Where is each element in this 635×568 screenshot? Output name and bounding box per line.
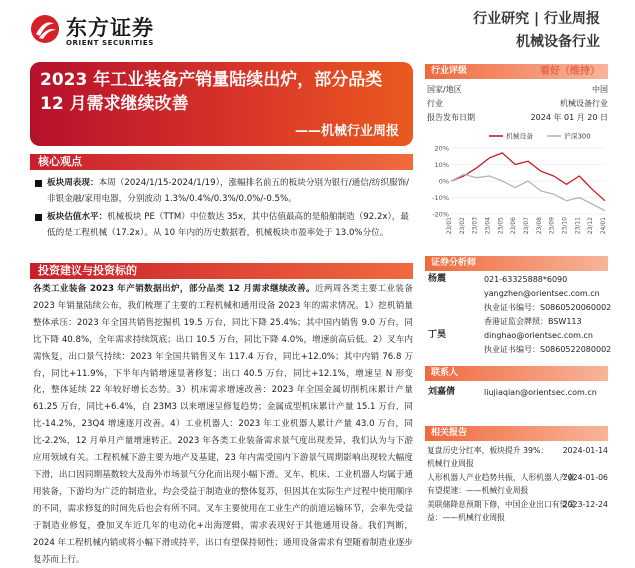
chart-y-tick-label: 10%: [434, 161, 449, 169]
chart-x-tick-label: 23/11: [574, 217, 582, 235]
analyst-cert: 执业证书编号：S0860522080002: [484, 345, 612, 354]
chart-x-tick-label: 23/02: [458, 217, 466, 235]
chart-x-tick-label: 23/03: [471, 217, 479, 235]
chart-x-tick-label: 23/08: [535, 217, 543, 235]
related-item-date: 2024-01-14: [562, 446, 608, 455]
core-view-item: [33, 176, 413, 207]
brand-logo: [30, 10, 180, 50]
related-item-title: 机械行业周报: [427, 458, 474, 468]
chart-y-tick-label: 20%: [434, 144, 449, 153]
report-industry: 机械设备行业: [516, 34, 600, 50]
chart-y-tick-label: -10%: [432, 194, 449, 202]
report-type: 行业研究 | 行业周报: [473, 11, 600, 27]
analyst-name: 丁昊: [428, 330, 447, 340]
investment-text: 近两周各类主要工业装备 2023 年销量陆续公布，我们梳理了主要的工程机械和通用设备 2023 年的需求情况。1）挖机销量整体承压：2023 年全国共销售挖掘机 19.5 万台，同比下降 25.4%；其中国内销售 9.0 万台，同比下降 40.8%，全年需求持续筑底；出口 10.5 万台，同比下降 4.0%，增速前高后低。2）叉车内需恢复，出口景气持续：2023 年全国共销售叉车 117.4 万台，同比+12.0%；其中内销 76.8 万台，同比+11.9%，下半年内销增速显著修复；出口 40.5 万台，同比+12.1%，增速呈 N 形变化，整体延续 22 年较好增长态势。3）机床需求增速改善：2023 年全国金属切削机床累计产量 61.25 万台，同比+6.4%，自 23M3 以来增速呈修复趋势；金属成型机床累计产量 15.1 万台，同比-14.2%，23Q4 增速逐月改善。4）工业机器人：2023 年工业机器人累计产量 43.0 万台，同比-2.2%，12 月单月产量增速转正。2023 年各类工业装备需求景气度出现差异，我们认为与下游应用领域有关。工程机械下游主要为地产及基建，23 年内需受国内下游景气周期影响出现较大幅度下滑，出口因同期基数较大及海外市场景气分化而出现小幅下滑。叉车、机床、工业机器人均属于通用装备，下游均为广泛的制造业，均会受益于制造业的整体复苏，但因其在实际生产过程中使用顺序的不同，需求修复的时间先后也会有所不同。叉车主要使用在工业生产的前道运输环节，会率先受益于制造业修复，叠加叉车近几年的电动化+出海逻辑，需求表现好于其他通用设备。我们判断，2024 年工程机械内销或将小幅下滑或持平，出口有望保持韧性；通用设备需求有望随着制造业逐步复苏而上行。: [33, 284, 413, 565]
analyst-email: dinghao@orientsec.com.cn: [484, 331, 593, 340]
related-header: [425, 426, 608, 441]
chart-legend-label: 沪深300: [564, 132, 591, 141]
title-banner: [30, 62, 413, 146]
analyst-name: 杨震: [428, 274, 447, 284]
analyst-hk-license: 香港证监会牌照：BSW113: [484, 317, 582, 326]
chart-x-tick-label: 23/04: [484, 217, 492, 235]
core-view-label: 板块周表现：: [47, 178, 99, 188]
rating-header: [425, 64, 608, 79]
info-key: 行业: [427, 99, 443, 108]
info-row-industry: [427, 97, 608, 111]
core-view-item: [33, 210, 413, 241]
rating-value: 看好（维持）: [540, 66, 600, 77]
chart-x-tick-label: 23/09: [548, 217, 556, 235]
info-value: 中国: [592, 85, 608, 94]
brand-name-cn: 东方证券: [66, 16, 154, 40]
related-item[interactable]: [427, 445, 608, 470]
info-value: 机械设备行业: [560, 99, 608, 108]
investment-title: 投资建议与投资标的: [38, 264, 137, 277]
related-item-title: 益：——机械行业周报: [427, 512, 505, 522]
chart-x-tick-label: 23/07: [523, 217, 530, 235]
chart-x-tick-label: 23/06: [510, 217, 518, 235]
related-title: 相关报告: [431, 428, 468, 438]
related-item[interactable]: [427, 472, 608, 497]
chart-legend-label: 机械设备: [506, 132, 534, 141]
performance-chart: [427, 128, 608, 244]
rating-title: 行业评级: [431, 66, 468, 76]
info-value: 2024 年 01 月 20 日: [530, 113, 608, 122]
analysts-header: [425, 256, 608, 271]
chart-y-tick-label: -20%: [432, 210, 449, 219]
investment-header: [30, 263, 413, 279]
contact-name: 刘嘉倩: [428, 387, 456, 397]
core-view-text: 本周（2024/1/15-2024/1/19），涨幅排名前五的板块分别为银行/通信/纺织服饰/非银金融/家用电器，分别波动 1.3%/0.4%/0.3%/0.0%/-0.5%。: [47, 178, 410, 204]
related-item-title: 复盘历史分红率，板块提升 39%：: [427, 446, 549, 455]
chart-y-tick-label: 0%: [438, 177, 449, 186]
report-title: 2023 年工业装备产销量陆续出炉，部分品类 12 月需求继续改善: [40, 70, 383, 114]
analyst-phone: 021-63325888*6090: [484, 275, 568, 284]
analyst-email: yangzhen@orientsec.com.cn: [484, 289, 600, 298]
info-row-date: [427, 111, 608, 125]
orient-logo-icon: [30, 14, 60, 44]
analyst-cert: 执业证书编号：S0860520060002: [484, 303, 612, 312]
chart-x-tick-label: 24/01: [600, 217, 607, 235]
report-subtitle: ——机械行业周报: [294, 124, 399, 139]
investment-lead: 各类工业装备 2023 年产销数据出炉，部分品类 12 月需求继续改善。: [33, 284, 315, 294]
related-item-title: 人形机器人产业趋势共振，人形机器人产业: [427, 473, 576, 482]
related-item[interactable]: [427, 499, 608, 524]
info-key: 报告发布日期: [427, 113, 475, 122]
related-item-title: 有望提速：——机械行业周报: [427, 485, 529, 495]
core-views-header: [30, 154, 413, 170]
info-key: 国家/地区: [427, 85, 462, 94]
chart-x-tick-label: 23/05: [497, 217, 505, 235]
info-row-region: [427, 83, 608, 97]
related-item-title: 美联储降息预期下修，中国企业出口有望受: [427, 500, 576, 509]
related-item-date: 2023-12-24: [562, 500, 608, 509]
core-view-text: 机械板块 PE（TTM）中位数达 35x，其中估值最高的是船舶制造（92.2x），最低的是工程机械（17.2x）。从 10 年内的历史数据看，机械板块市盈率处于 13.0%分位。: [47, 212, 409, 238]
core-views-list: [33, 176, 413, 244]
contact-email: liujiaqian@orientsec.com.cn: [484, 388, 597, 397]
chart-x-tick-label: 23/12: [587, 217, 595, 235]
core-views-title: 核心观点: [38, 155, 82, 168]
chart-series-line: [451, 174, 605, 210]
chart-x-tick-label: 23/01: [446, 217, 453, 235]
investment-body: [33, 281, 413, 568]
core-view-label: 板块估值水平：: [47, 212, 108, 223]
contact-header: [425, 366, 608, 381]
report-header: [473, 8, 600, 51]
brand-name-en: ORIENT SECURITIES: [66, 39, 154, 47]
related-item-date: 2024-01-06: [562, 473, 608, 482]
chart-x-tick-label: 23/10: [561, 217, 569, 235]
contact-title: 联系人: [431, 368, 459, 378]
analysts-title: 证券分析师: [431, 258, 477, 268]
